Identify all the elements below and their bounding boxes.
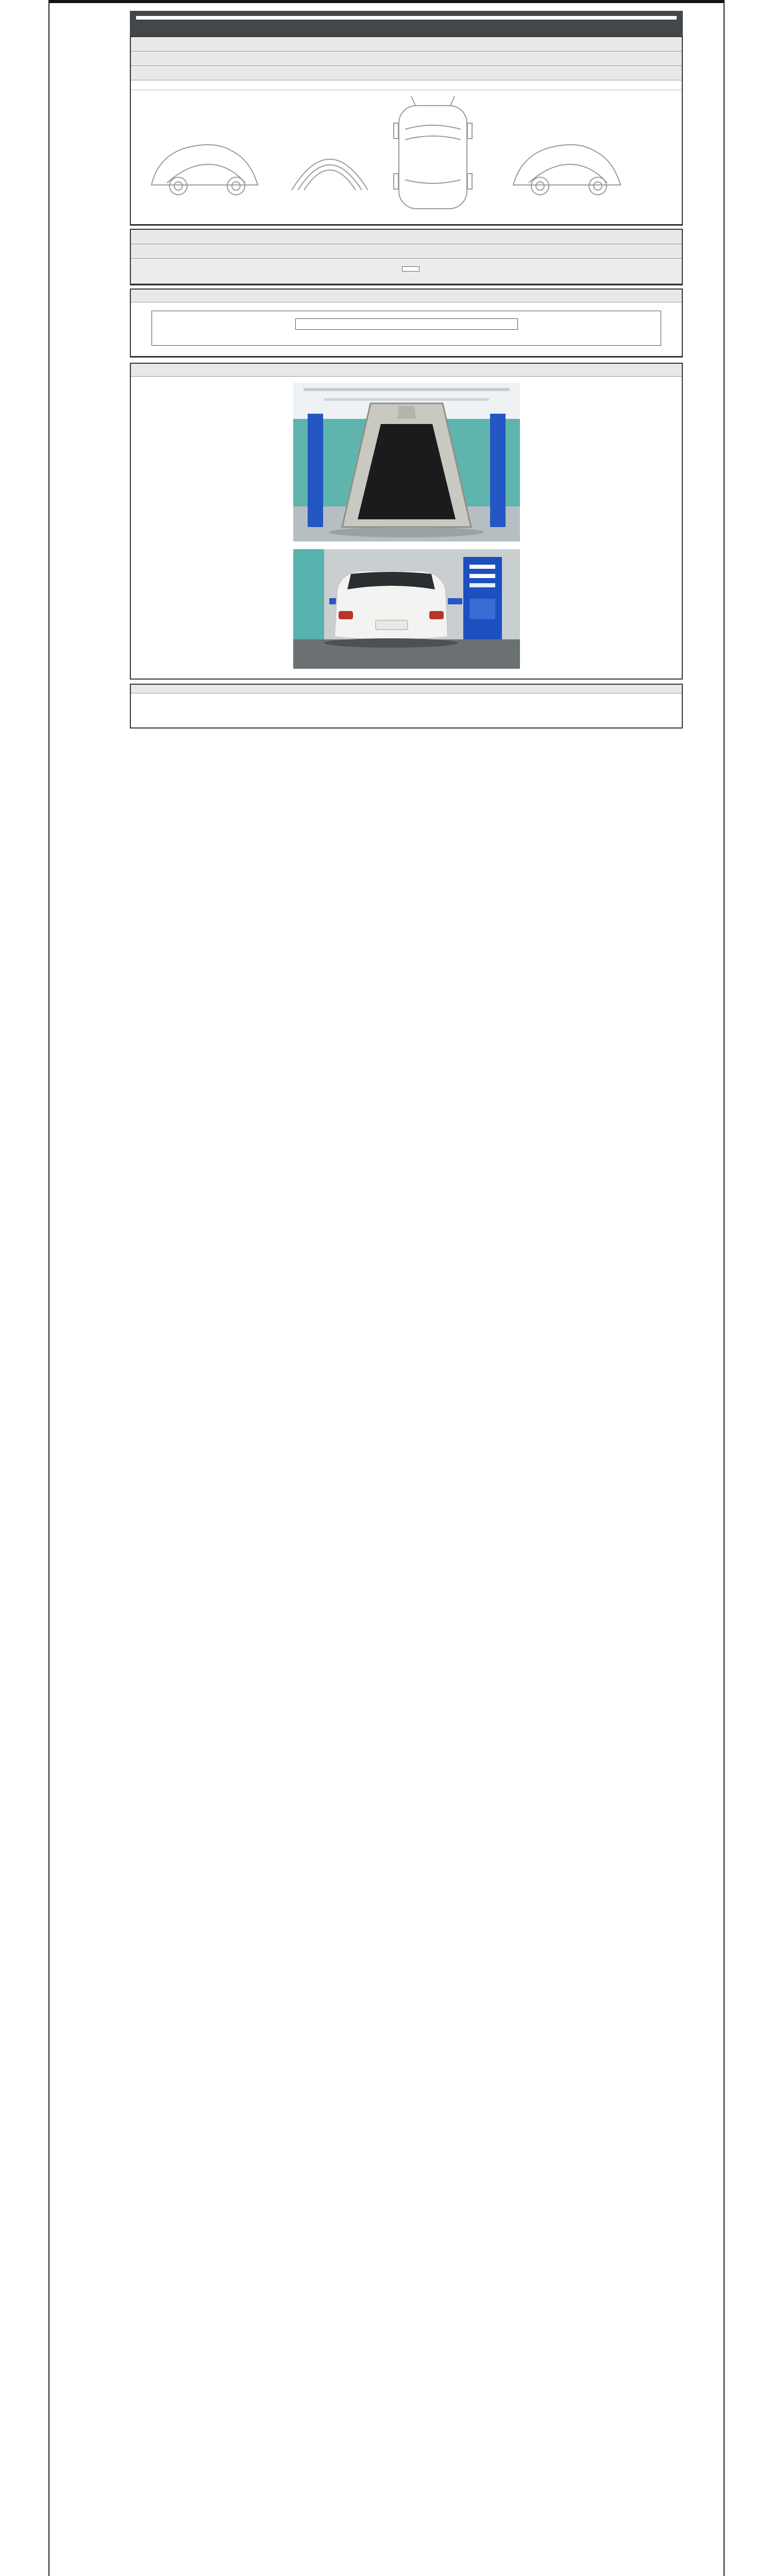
final-price-band bbox=[131, 259, 682, 284]
inspection-photo-box bbox=[130, 363, 683, 680]
accident-history-header bbox=[131, 66, 682, 80]
document-page bbox=[48, 0, 725, 2576]
section-box-page2 bbox=[130, 229, 683, 285]
overall-state-header bbox=[131, 52, 682, 66]
header-accent-bar bbox=[136, 16, 677, 20]
document-title-block bbox=[130, 11, 683, 36]
page-marker-4 bbox=[130, 358, 683, 361]
state-symbol-legend bbox=[131, 80, 682, 90]
final-price-amount bbox=[402, 266, 419, 272]
price-appraisal-explain-box bbox=[152, 311, 661, 346]
notice-title bbox=[131, 290, 682, 302]
inspection-photo-wrap bbox=[131, 377, 682, 679]
detail-state-header bbox=[131, 230, 682, 244]
signature-box bbox=[130, 684, 683, 728]
inspection-photo-engine-bay bbox=[293, 383, 520, 541]
inspection-photo-car-rear bbox=[293, 549, 520, 669]
law-header bbox=[130, 3, 683, 11]
price-appraisal-explain-title bbox=[295, 318, 518, 330]
section-box-page1 bbox=[130, 36, 683, 226]
signature-body bbox=[131, 693, 682, 727]
inspection-photo-title bbox=[131, 364, 682, 377]
signature-title bbox=[131, 685, 682, 693]
document-number bbox=[135, 27, 678, 33]
basic-info-header bbox=[131, 37, 682, 52]
notice-box bbox=[130, 289, 683, 358]
etc-info-header bbox=[131, 244, 682, 259]
car-damage-diagram bbox=[131, 92, 684, 222]
